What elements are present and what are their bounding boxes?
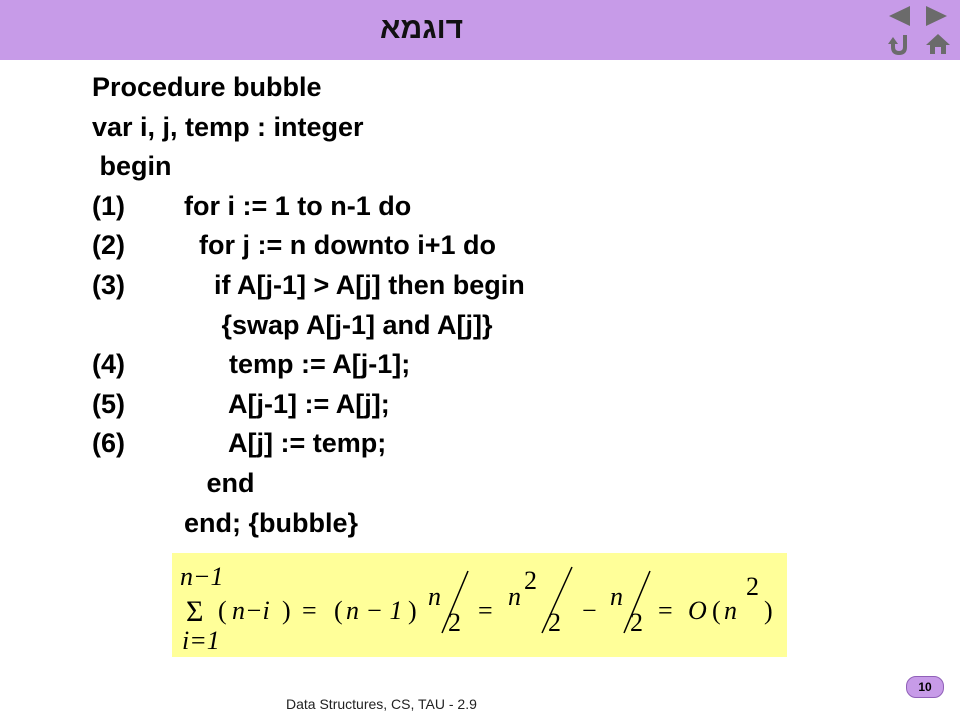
code-line — [92, 187, 525, 227]
frac1-numerator: n — [428, 582, 441, 611]
code-line — [92, 266, 525, 306]
paren-open-1: ( — [218, 596, 227, 625]
code-text: A[j] := temp; — [184, 428, 387, 459]
frac1-denominator: 2 — [448, 608, 461, 637]
complexity-formula — [172, 553, 787, 657]
line-number: (2) — [92, 230, 125, 261]
code-line — [92, 306, 525, 346]
frac2-exponent: 2 — [524, 566, 537, 595]
frac2-numerator: n — [508, 582, 521, 611]
code-text: end; {bubble} — [184, 507, 358, 538]
frac2-denominator: 2 — [548, 608, 561, 637]
code-line — [92, 68, 525, 108]
paren-open-3: ( — [712, 596, 721, 625]
next-icon[interactable] — [924, 4, 950, 28]
code-text: Procedure bubble — [92, 72, 322, 102]
sigma-symbol: Σ — [186, 595, 204, 628]
code-line — [92, 108, 525, 148]
frac3-numerator: n — [610, 582, 623, 611]
sum-upper-limit: n−1 — [180, 562, 224, 591]
big-o-n: n — [724, 596, 737, 625]
equals-2: = — [478, 596, 493, 625]
paren-open-2: ( — [334, 596, 343, 625]
previous-icon[interactable] — [886, 4, 912, 28]
equals-3: = — [658, 596, 673, 625]
code-text: A[j-1] := A[j]; — [184, 388, 390, 419]
paren-close-1: ) — [282, 596, 291, 625]
code-line — [92, 345, 525, 385]
code-line — [92, 464, 525, 504]
code-text: for j := n downto i+1 do — [184, 230, 496, 261]
slide-header — [0, 0, 960, 60]
line-number: (5) — [92, 388, 125, 419]
frac3-denominator: 2 — [630, 608, 643, 637]
home-icon[interactable] — [924, 32, 952, 56]
return-icon[interactable] — [886, 32, 912, 56]
line-number: (3) — [92, 269, 125, 300]
code-text: begin — [92, 151, 172, 182]
page-number-badge: 10 — [906, 676, 944, 698]
term-n-minus-1: n − 1 — [346, 596, 403, 625]
sum-lower-limit: i=1 — [182, 626, 220, 655]
code-line — [92, 424, 525, 464]
sum-term: n−i — [232, 596, 270, 625]
formula-svg — [172, 553, 787, 657]
code-listing — [92, 68, 525, 543]
equals-1: = — [302, 596, 317, 625]
code-text: end — [184, 467, 255, 498]
line-number: (4) — [92, 349, 125, 380]
paren-close-2: ) — [408, 596, 417, 625]
code-text: for i := 1 to n-1 do — [184, 190, 412, 221]
minus-sign: − — [582, 596, 597, 625]
slide-title: דוגמא — [380, 12, 464, 45]
code-line — [92, 226, 525, 266]
line-number: (6) — [92, 428, 125, 459]
slide-footer: Data Structures, CS, TAU - 2.9 — [286, 696, 477, 712]
code-line — [92, 385, 525, 425]
code-text: {swap A[j-1] and A[j]} — [184, 309, 493, 340]
code-line — [92, 147, 525, 187]
big-o-exponent: 2 — [746, 572, 759, 601]
line-number: (1) — [92, 190, 125, 221]
code-text: var i, j, temp : integer — [92, 111, 364, 142]
big-o: O — [688, 596, 707, 625]
code-text: temp := A[j-1]; — [184, 349, 411, 380]
code-text: if A[j-1] > A[j] then begin — [184, 269, 525, 300]
paren-close-3: ) — [764, 596, 773, 625]
code-line — [92, 504, 525, 544]
